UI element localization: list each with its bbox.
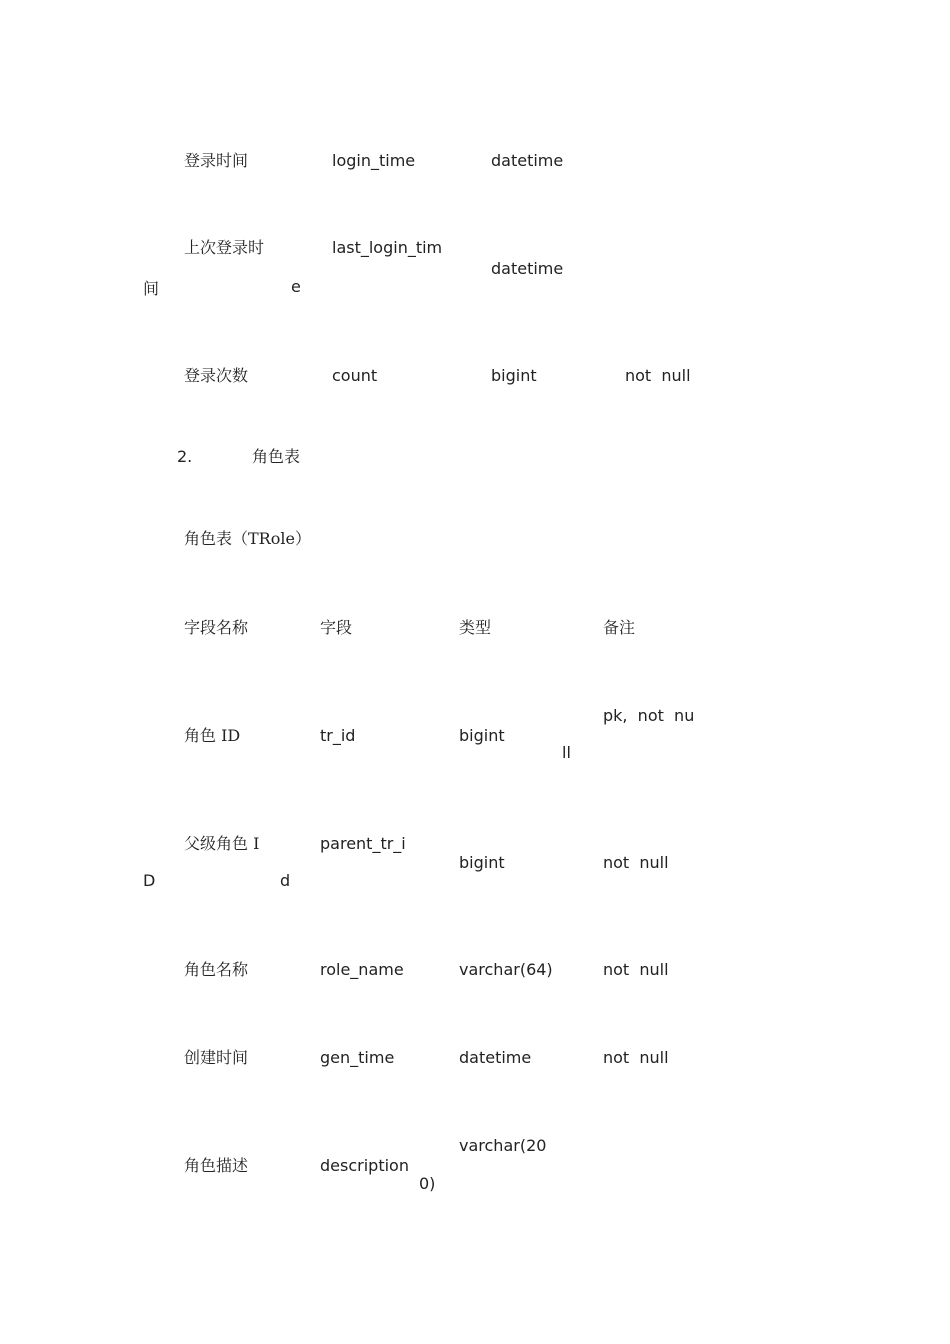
row-parent-id-name-wrap: D xyxy=(143,871,156,890)
section-number: 2. xyxy=(177,447,193,466)
row-parent-id-note: not null xyxy=(603,853,669,872)
row-last-login-type: datetime xyxy=(491,259,564,278)
row-count-field: count xyxy=(332,366,378,385)
row-parent-id-name: 父级角色 I xyxy=(184,834,260,853)
row-description-field: description xyxy=(320,1156,409,1175)
row-last-login-name: 上次登录时 xyxy=(184,238,265,257)
header-field: 字段 xyxy=(320,618,353,637)
row-gen-time-name: 创建时间 xyxy=(184,1048,249,1067)
header-type: 类型 xyxy=(459,618,492,637)
row-last-login-name-wrap: 间 xyxy=(143,279,160,298)
row-count-name: 登录次数 xyxy=(184,366,249,385)
row-count-type: bigint xyxy=(491,366,537,385)
row-gen-time-note: not null xyxy=(603,1048,669,1067)
row-description-type-wrap: 0) xyxy=(419,1174,436,1193)
row-role-id-note: pk, not nu xyxy=(603,706,695,725)
row-role-name-type: varchar(64) xyxy=(459,960,553,979)
row-login-time-name: 登录时间 xyxy=(184,151,249,170)
row-role-name-field: role_name xyxy=(320,960,404,979)
row-login-time-field: login_time xyxy=(332,151,416,170)
row-parent-id-field-wrap: d xyxy=(280,871,291,890)
row-role-id-type: bigint xyxy=(459,726,505,745)
row-gen-time-field: gen_time xyxy=(320,1048,395,1067)
row-last-login-field: last_login_tim xyxy=(332,238,443,257)
row-role-id-note-wrap: ll xyxy=(562,743,571,762)
row-gen-time-type: datetime xyxy=(459,1048,532,1067)
row-login-time-type: datetime xyxy=(491,151,564,170)
row-role-id-field: tr_id xyxy=(320,726,356,745)
row-parent-id-type: bigint xyxy=(459,853,505,872)
header-field-name: 字段名称 xyxy=(184,618,249,637)
header-note: 备注 xyxy=(603,618,636,637)
row-parent-id-field: parent_tr_i xyxy=(320,834,406,853)
row-count-note: not null xyxy=(625,366,691,385)
row-description-name: 角色描述 xyxy=(184,1156,249,1175)
section-title: 角色表 xyxy=(252,447,301,466)
row-role-name-name: 角色名称 xyxy=(184,960,249,979)
row-role-id-name: 角色 ID xyxy=(184,726,241,745)
table-caption: 角色表（TRole） xyxy=(184,529,311,548)
row-description-type: varchar(20 xyxy=(459,1136,547,1155)
row-role-name-note: not null xyxy=(603,960,669,979)
row-last-login-field-wrap: e xyxy=(291,277,301,296)
